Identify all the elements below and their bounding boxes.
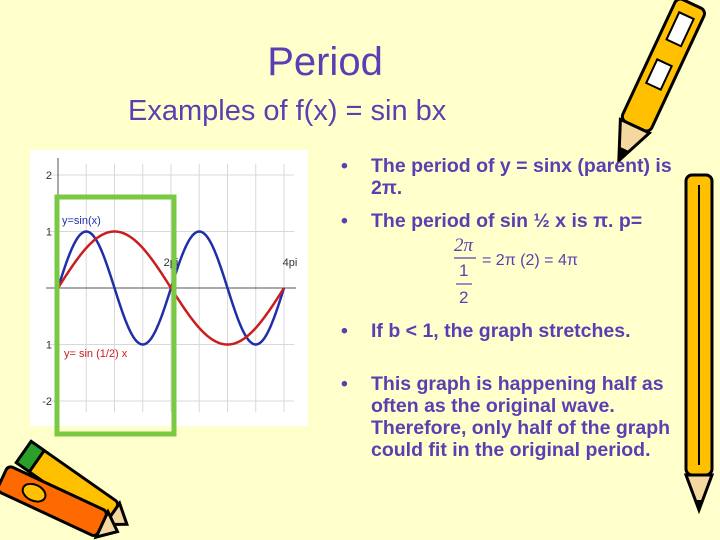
period-formula [450, 232, 610, 312]
formula-denominator-den: 2 [459, 288, 469, 307]
formula-equation: = 2π (2) = 4π [482, 252, 578, 269]
legend-sin-x: y=sin(x) [62, 215, 101, 227]
formula-denominator-num: 1 [459, 261, 469, 280]
bullet-item: • This graph is happening half as often as the original wave. Therefore, only half of the graph could fit in the original period. [337, 373, 671, 461]
sine-graph [30, 150, 308, 426]
slide-subtitle: Examples of f(x) = sin bx [128, 95, 447, 127]
bullet-item: • The period of y = sinx (parent) is 2π. [337, 155, 701, 199]
y-tick-label: 1 [45, 226, 52, 239]
y-tick-label: -2 [42, 396, 52, 408]
pencils-icon [0, 432, 135, 540]
slide-title: Period [267, 40, 383, 84]
x-tick-label: 4pi [282, 257, 298, 269]
bullet-item: • The period of sin ½ x is π. p= [337, 210, 701, 232]
formula-numerator: 2π [454, 235, 474, 256]
pencil-icon [598, 0, 708, 170]
y-tick-label: 1 [45, 339, 52, 352]
y-tick-label: 2 [45, 170, 52, 182]
bullet-item: • If b < 1, the graph stretches. [337, 320, 701, 342]
x-tick-label: 2pi [163, 257, 179, 269]
legend-sin-half-x: y= sin (1/2) x [64, 348, 128, 360]
